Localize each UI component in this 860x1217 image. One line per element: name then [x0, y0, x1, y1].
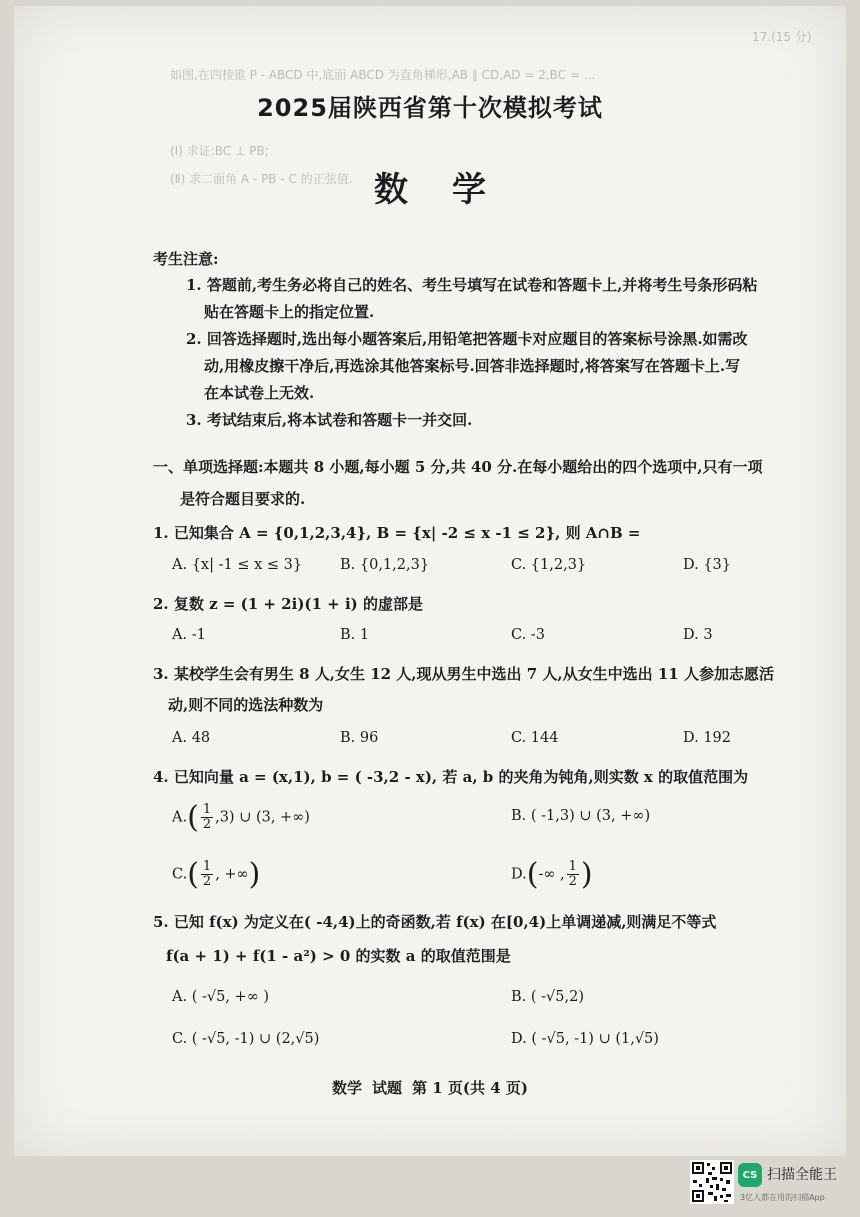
scanner-name: 扫描全能王 [767, 1167, 837, 1183]
q2-option-d: D. 3 [683, 627, 713, 643]
notice-item: 动,用橡皮擦干净后,再选涂其他答案标号.回答非选择题时,将答案写在答题卡上.写 [204, 357, 741, 375]
q1-option-d: D. {3} [683, 557, 732, 573]
question-5: 5. 已知 f(x) 为定义在( -4,4)上的奇函数,若 f(x) 在[0,4)上单调递减,则满足不等式 [153, 913, 717, 931]
qr-code-icon [690, 1160, 734, 1204]
q3-option-d: D. 192 [683, 730, 732, 746]
scanner-tagline: 3亿人都在用的扫描App [740, 1193, 825, 1202]
q4-option-d: D.(-∞ , $\frac{1}{2}$ ) [511, 857, 593, 892]
q5-option-d: D. ( -√5, -1) ∪ (1,√5) [511, 1031, 659, 1047]
bleed-text: (Ⅱ) 求二面角 A - PB - C 的正弦值. [170, 172, 353, 186]
q3-option-b: B. 96 [340, 730, 379, 746]
q3-option-a: A. 48 [172, 730, 211, 746]
question-2: 2. 复数 z = (1 + 2i)(1 + i) 的虚部是 [153, 595, 423, 613]
page-footer: 数学 试题 第 1 页(共 4 页) [332, 1079, 528, 1097]
section-heading-cont: 是符合题目要求的. [180, 490, 306, 508]
camscanner-logo-icon: CS [738, 1163, 762, 1187]
bleed-text: (Ⅰ) 求证:BC ⊥ PB; [170, 144, 269, 158]
q1-option-a: A. {x| -1 ≤ x ≤ 3} [172, 557, 303, 573]
subject-title: 数 学 [374, 170, 486, 210]
notice-heading: 考生注意: [153, 250, 219, 268]
q5-option-c: C. ( -√5, -1) ∪ (2,√5) [172, 1031, 320, 1047]
question-1: 1. 已知集合 A = {0,1,2,3,4}, B = {x| -2 ≤ x -1 ≤ 2}, 则 A∩B = [153, 524, 641, 542]
notice-item: 3. 考试结束后,将本试卷和答题卡一并交回. [186, 411, 473, 429]
q4-option-b: B. ( -1,3) ∪ (3, +∞) [511, 808, 651, 824]
notice-item: 在本试卷上无效. [204, 384, 315, 402]
q2-option-b: B. 1 [340, 627, 370, 643]
q1-option-b: B. {0,1,2,3} [340, 557, 430, 573]
notice-item: 2. 回答选择题时,选出每小题答案后,用铅笔把答题卡对应题目的答案标号涂黑.如需改 [186, 330, 748, 348]
q2-option-a: A. -1 [172, 627, 206, 643]
q4-option-c: C.( $\frac{1}{2}$ , +∞) [172, 857, 261, 892]
q5-option-a: A. ( -√5, +∞ ) [172, 989, 270, 1005]
bleed-text: 17.(15 分) [752, 30, 812, 44]
q5-option-b: B. ( -√5,2) [511, 989, 584, 1005]
bleed-text: 如图,在四棱锥 P - ABCD 中,底面 ABCD 为直角梯形,AB ∥ CD,AD = 2,BC = ... [170, 68, 596, 82]
notice-item: 1. 答题前,考生务必将自己的姓名、考生号填写在试卷和答题卡上,并将考生号条形码粘 [186, 276, 758, 294]
q2-option-c: C. -3 [511, 627, 545, 643]
question-3-cont: 动,则不同的选法种数为 [168, 696, 324, 714]
q4-option-a: A.( $\frac{1}{2}$ ,3) ∪ (3, +∞) [172, 800, 310, 835]
q1-option-c: C. {1,2,3} [511, 557, 587, 573]
question-5-cont: f(a + 1) + f(1 - a²) > 0 的实数 a 的取值范围是 [166, 947, 511, 965]
q3-option-c: C. 144 [511, 730, 559, 746]
question-3: 3. 某校学生会有男生 8 人,女生 12 人,现从男生中选出 7 人,从女生中选出 11 人参加志愿活 [153, 665, 774, 683]
question-4: 4. 已知向量 a = (x,1), b = ( -3,2 - x), 若 a, b 的夹角为钝角,则实数 x 的取值范围为 [153, 768, 749, 786]
notice-item: 贴在答题卡上的指定位置. [204, 303, 375, 321]
section-heading: 一、单项选择题:本题共 8 小题,每小题 5 分,共 40 分.在每小题给出的四个选项中,只有一项 [153, 458, 763, 476]
exam-title: 2025届陕西省第十次模拟考试 [257, 94, 603, 122]
